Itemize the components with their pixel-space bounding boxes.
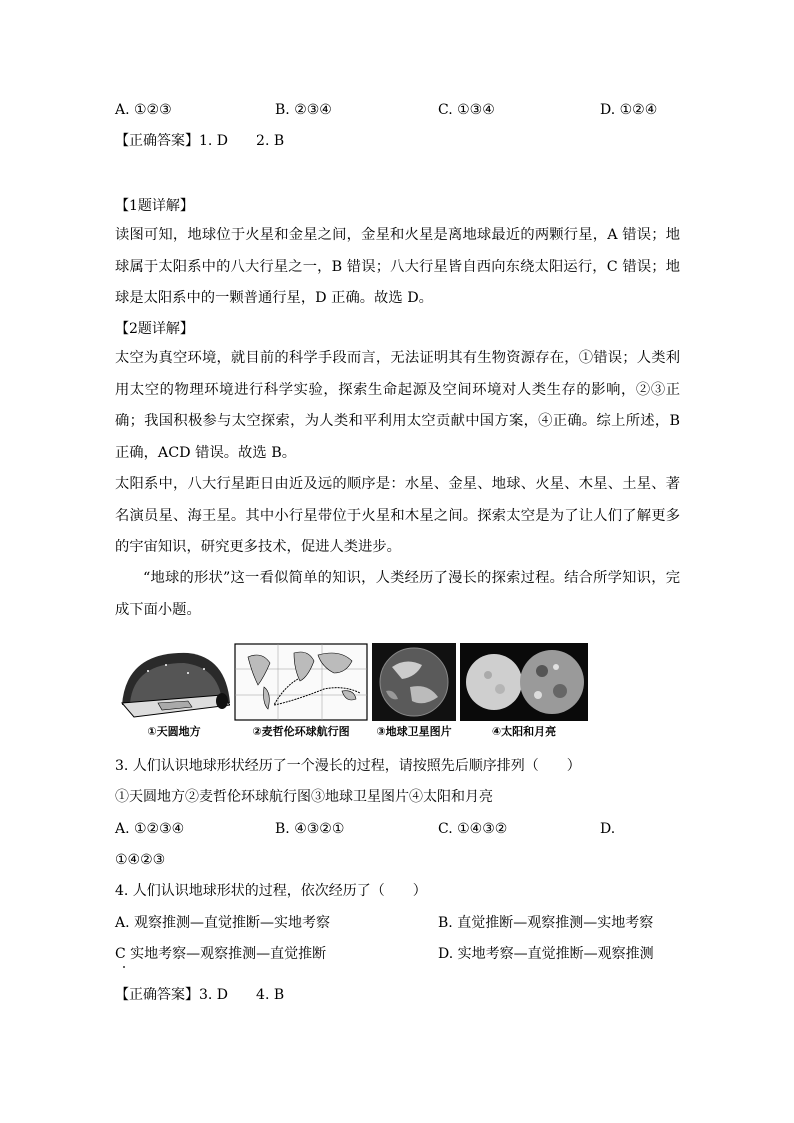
answer-line-3-4: [115, 986, 284, 1004]
q4-option-d: D. 实地考察—直觉推断—观察推测: [438, 946, 654, 962]
q4-stem: 4. 人们认识地球形状的过程，依次经历了（ ）: [115, 883, 427, 899]
q3-option-a: A. ①②③④: [115, 821, 185, 837]
sun-moon-illustration: [460, 643, 588, 723]
earth-shape-figure: [118, 643, 588, 739]
magellan-map-illustration: [234, 643, 368, 723]
q2-option-c: C. ①③④: [438, 102, 495, 118]
q2-option-a: A. ①②③: [115, 102, 172, 118]
dome-illustration: [118, 643, 230, 723]
detail-2-title: 【2题详解】: [115, 321, 194, 337]
figure-panel-dome: [118, 643, 230, 739]
earth-satellite-illustration: [372, 643, 456, 723]
figure-panel-magellan: [234, 643, 368, 739]
q4-option-b: B. 直觉推断—观察推测—实地考察: [438, 915, 654, 931]
q4-option-a: A. 观察推测—直觉推断—实地考察: [115, 915, 331, 931]
detail-2-extra: 太阳系中，八大行星距日由近及远的顺序是：水星、金星、地球、火星、木星、土星、著名演员星、海王星。其中小行星带位于火星和木星之间。探索太空是为了让人们了解更多的宇宙知识，研究更多技术，促进人类进步。: [115, 476, 680, 555]
intro-paragraph: “地球的形状”这一看似简单的知识，人类经历了漫长的探索过程。结合所学知识，完成下面小题。: [115, 570, 680, 618]
figure-caption-1: ①天圆地方: [147, 725, 201, 738]
answer-2: 2. B: [256, 133, 285, 149]
figure-caption-2: ②麦哲伦环球航行图: [252, 725, 350, 738]
answer-4: 4. B: [256, 987, 285, 1003]
answer-label: 【正确答案】: [115, 133, 199, 149]
answer-line-1-2: [115, 132, 284, 150]
detail-1-title: 【1题详解】: [115, 198, 194, 214]
q2-option-b: B. ②③④: [275, 102, 332, 118]
q3-option-b: B. ④③②①: [275, 821, 345, 837]
q3-option-d: D.: [600, 821, 616, 837]
q3-items: ①天圆地方②麦哲伦环球航行图③地球卫星图片④太阳和月亮: [115, 789, 493, 805]
figure-panel-sun-moon: [460, 643, 588, 739]
q3-option-c: C. ①④③②: [438, 821, 508, 837]
figure-panel-earth: [372, 643, 456, 739]
q2-option-d: D. ①②④: [600, 102, 658, 118]
figure-caption-4: ④太阳和月亮: [491, 725, 557, 738]
answer-3: 3. D: [199, 987, 229, 1003]
q4-option-c: C 实地考察—观察推测—直觉推断: [115, 946, 327, 962]
stray-dot: [123, 966, 125, 968]
detail-1-text: 读图可知，地球位于火星和金星之间，金星和火星是离地球最近的两颗行星，A 错误；地球属于太阳系中的八大行星之一，B 错误；八大行星皆自西向东绕太阳运行，C 错误；地球是太阳系中的一颗普通行星，D 正确。故选 D。: [115, 227, 680, 306]
answer-1: 1. D: [199, 133, 229, 149]
detail-2-text: 太空为真空环境，就目前的科学手段而言，无法证明其有生物资源存在，①错误；人类利用太空的物理环境进行科学实验，探索生命起源及空间环境对人类生存的影响，②③正确；我国积极参与太空探索，为人类和平利用太空贡献中国方案，④正确。综上所述，B 正确，ACD 错误。故选 B。: [115, 350, 680, 461]
figure-caption-3: ③地球卫星图片: [376, 725, 452, 738]
answer-label: 【正确答案】: [115, 987, 199, 1003]
q3-option-d-cont: ①④②③: [115, 852, 166, 868]
q3-stem: 3. 人们认识地球形状经历了一个漫长的过程，请按照先后顺序排列（ ）: [115, 758, 581, 774]
